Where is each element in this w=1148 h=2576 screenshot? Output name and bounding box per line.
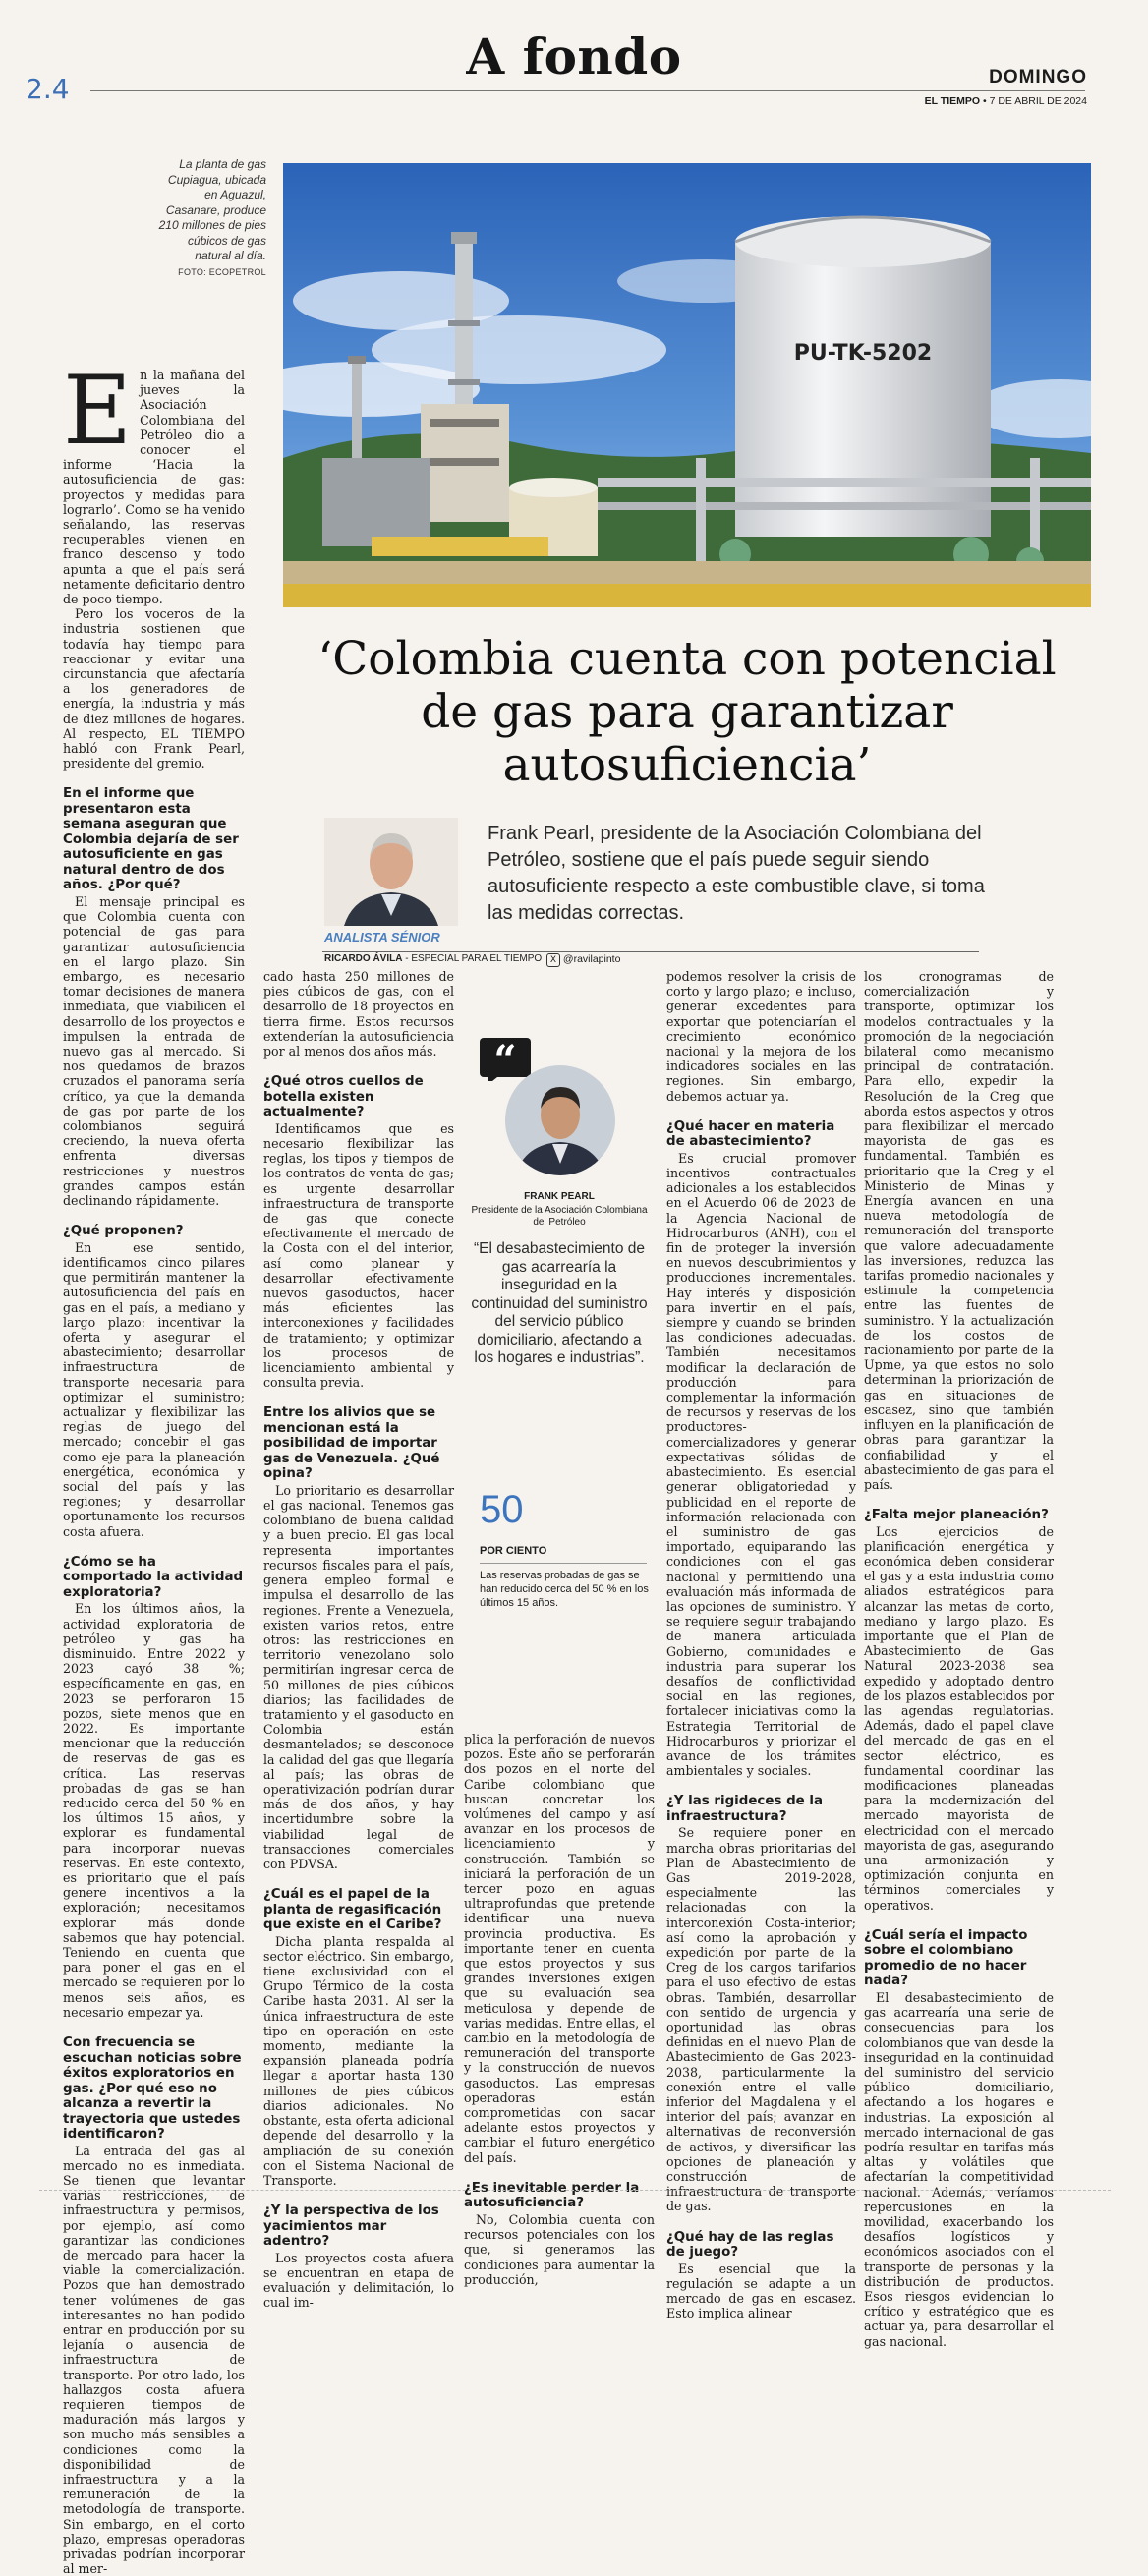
stat-text: Las reservas probadas de gas se han reducido cerca del 50 % en los últimos 15 años. (480, 1569, 657, 1610)
answer-14: El desabastecimiento de gas acarrearía una serie de consecuencias para los colombianos que van desde la inseguridad en la continuidad del suministro del servicio público domiciliario, afectando a los hogares e industrias. La exposición al mercado internacional de gas podría resultar en tarifas más altas y volátiles que afectarían la competitividad nacional. Además, veríamos repercusiones en la movilidad, exacerbando los desafíos logísticos y económicos asociados con el transporte de personas y la distribución de productos. Esos riesgos evidencian lo crítico y estratégico que es actuar ya, para desarrollar el gas nacional. (864, 1990, 1054, 2349)
answer-2: En ese sentido, identificamos cinco pilares que permitirán mantener la autosuficiencia del país en gas en el país, a mediano y largo plazo: incentivar la oferta y asegurar el abastecimiento; desarrollar infraestructura de transporte necesaria para optimizar el suministro; actualizar y flexibilizar las reglas de juego del mercado; concebir el gas como eje para la planeación energética, económica y social del país y las regiones; y desarrollar oportunamente los recursos costa afuera. (63, 1240, 245, 1539)
dateline (925, 95, 1087, 107)
answer-9: No, Colombia cuenta con recursos potenciales con los que, si generamos las condiciones para aumentar la producción, (464, 2212, 655, 2287)
question-6: Entre los alivios que se mencionan está la posibilidad de importar gas de Venezuela. ¿Qué opina? (263, 1405, 454, 1482)
x-icon: X (546, 953, 560, 967)
headline: ‘Colombia cuenta con potencial de gas para garantizar autosuficiencia’ (283, 633, 1091, 792)
footer-rule (39, 2190, 1111, 2191)
question-12: ¿Qué hay de las reglas de juego? (666, 2230, 856, 2261)
svg-text:“: “ (493, 1038, 516, 1081)
photo-credit: FOTO: ECOPETROL (178, 267, 266, 277)
article-column-2 (263, 969, 454, 2310)
question-8: ¿Y la perspectiva de los yacimientos mar adentro? (263, 2204, 454, 2250)
date: • 7 DE ABRIL DE 2024 (980, 95, 1087, 107)
question-10: ¿Qué hacer en materia de abastecimiento? (666, 1119, 856, 1150)
deck: Frank Pearl, presidente de la Asociación Colombiana del Petróleo, sostiene que el país puede seguir siendo autosuficiente respecto a este combustible clave, si toma las medidas correctas. (488, 821, 999, 927)
byline (324, 953, 542, 964)
question-4: Con frecuencia se escuchan noticias sobre éxitos exploratorios en gas. ¿Por qué eso no alcanza a revertir la trayectoria que ustedes identificaron? (63, 2035, 245, 2143)
tank-label: PU-TK-5202 (794, 341, 932, 366)
photo-caption (152, 157, 266, 280)
quote-role: Presidente de la Asociación Colombiana del Petróleo (464, 1205, 655, 1229)
quote-text: “El desabastecimiento de gas acarrearía la inseguridad en la continuidad del suministro del servicio público domiciliario, afectando a los hogares e industrias”. (470, 1240, 649, 1368)
answer-4-continued: cado hasta 250 millones de pies cúbicos de gas, con el desarrollo de 18 proyectos en tierra firme. Estos recursos extenderían la autosuficiencia por al menos dos años más. (263, 969, 454, 1059)
twitter-handle (546, 953, 620, 967)
answer-8-continued: plica la perforación de nuevos pozos. Este año se perforarán dos pozos en el norte del Caribe colombiano que buscan concretar los volúmenes del campo y así avanzar en los procesos de licenciamiento y construcción. También se iniciará la perforación de un tercer pozo en aguas ultraprofundas que pretende identificar una nueva provincia productiva. Es importante tener en cuenta que estos proyectos y sus grandes inversiones exigen que su evaluación sea meticulosa y depende de varias medidas. Entre ellas, el cambio en la metodología de remuneración del transporte y la construcción de nuevos gasoductos. Las empresas operadoras están comprometidas con sacar adelante estos proyectos y cambiar el futuro energético del país. (464, 1732, 655, 2165)
analyst-portrait (324, 818, 458, 926)
quote-portrait (505, 1065, 615, 1175)
photo-caption-text: La planta de gas Cupiagua, ubicada en Aguazul, Casanare, produce 210 millones de pies cúbicos de gas natural al día. (159, 157, 266, 262)
answer-6: Lo prioritario es desarrollar el gas nacional. Tenemos gas colombiano de buena calidad y a buen precio. El gas local representa importantes recursos fiscales para el país, genera empleo formal e impulsa el desarrollo de las regiones. Frente a Venezuela, existen varios retos, entre otros: las restricciones en territorio venezolano solo permitirían ingresar cerca de 50 millones de pies cúbicos diarios; las facilidades de tratamiento y el gasoducto en Colombia están desmantelados; se desconoce la calidad del gas que llegaría al país; las obras de operativización podrían durar más de dos años, y hay incertidumbre sobre la viabilidad legal de transacciones comerciales con PDVSA. (263, 1483, 454, 1871)
answer-12-continued: los cronogramas de comercialización y transporte, optimizar los modelos contractuales y la promoción de la negociación bilateral como mecanismo principal de contratación. Para ello, expedir la Resolución de la Creg que aborda estos aspectos y otros para flexibilizar el mercado mayorista de gas es fundamental. También es prioritario que la Creg y el Ministerio de Minas y Energía avancen en una nueva metodología de remuneración del transporte que valore adecuadamente las inversiones, reduzca las tarifas promedio nacionales y estimule la competencia entre las fuentes de suministro. Y la actualización de los costos de racionamiento por parte de la Upme, ya que estos no solo determinan la priorización de gas en situaciones de escasez, sino que también influyen en la planificación de obras para garantizar la confiabilidad y el abastecimiento de gas para el país. (864, 969, 1054, 1492)
answer-13: Los ejercicios de planificación energética y económica deben considerar el gas y a esta industria como aliados estratégicos para alcanzar las metas de corto, mediano y largo plazo. Es importante que el Plan de Abastecimiento de Gas Natural 2023-2038 sea expedido y adoptado dentro de los plazos establecidos por las agendas regulatorias. Además, dado el papel clave del mercado de gas en el sector eléctrico, es fundamental coordinar las modificaciones planeadas para la modernización del mercado mayorista de electricidad con el mercado mayorista de gas, asegurando una armonización y optimización conjunta en términos comerciales y operativos. (864, 1524, 1054, 1913)
brand-name: EL TIEMPO (925, 95, 980, 107)
answer-3: En los últimos años, la actividad exploratoria de petróleo y gas ha disminuido. Entre 2022 y 2023 cayó 38 %; específicamente en gas, en 2023 se perforaron 15 pozos, siete menos que en 2022. Es importante mencionar que la reducción de reservas de gas es crítica. Las reservas probadas de gas se han reducido cerca del 50 % en los últimos 15 años, y explorar es fundamental para incorporar nuevas reservas. En este contexto, es prioritario que el país genere incentivos a la exploración; necesitamos explorar más donde sabemos que hay potencial. Teniendo en cuenta que para poner el gas en el mercado se requieren por lo menos seis años, es necesario empezar ya. (63, 1601, 245, 2020)
answer-11: Se requiere poner en marcha obras prioritarias del Plan de Abastecimiento de Gas 2019-2028, especialmente las relacionadas con la interconexión Costa-interior; así como la aprobación y expedición por parte de la Creg de los cargos tarifarios para el uso efectivo de estas obras. También, desarrollar con sentido de urgencia y oportunidad las obras definidas en el nuevo Plan de Abastecimiento de Gas 2023-2038, particularmente la conexión entre el valle inferior del Magdalena y el interior del país; avanzar en alternativas de reconversión de activos, y diversificar las opciones de planeación y construcción de infraestructura de transporte de gas. (666, 1825, 856, 2213)
stat-value: 50 (480, 1488, 524, 1532)
intro-paragraph-2: Pero los voceros de la industria sostienen que todavía hay tiempo para reaccionar y evitar una circunstancia que afectaría a los generadores de energía, la industria y más de diez millones de hogares. Al respecto, EL TIEMPO habló con Frank Pearl, presidente del gremio. (63, 606, 245, 771)
byline-rule (322, 951, 979, 952)
question-11: ¿Y las rigideces de la infraestructura? (666, 1794, 856, 1824)
day-label: DOMINGO (989, 67, 1087, 88)
twitter-handle-text: @ravilapinto (563, 953, 621, 965)
quote-mark-icon (480, 1038, 531, 1081)
gas-plant-photo (283, 163, 1091, 607)
byline-role: - ESPECIAL PARA EL TIEMPO (402, 953, 542, 964)
article-column-5 (864, 969, 1054, 2349)
question-3: ¿Cómo se ha comportado la actividad exploratoria? (63, 1555, 245, 1601)
header-rule (90, 90, 1085, 91)
answer-4: La entrada del gas al mercado no es inmediata. Se tienen que levantar varias restricciones, de infraestructura y permisos, por ejemplo, así como garantizar las condiciones de mercado para hacer la viable la comercialización. Pozos que han demostrado tener volúmenes de gas interesantes no han podido entrar en producción por su lejanía o ausencia de infraestructura de transporte. Por otro lado, los hallazgos costa afuera requieren tiempos de maduración más largos y son mucho más sensibles a condiciones como la disponibilidad de infraestructura y a la remuneración de la metodología de transporte. Sin embargo, en el corto plazo, empresas operadoras privadas podrían incorporar al mer- (63, 2144, 245, 2576)
section-title: A fondo (0, 28, 1148, 86)
article-column-3 (464, 1732, 655, 2287)
answer-8: Los proyectos costa afuera se encuentran en etapa de evaluación y delimitación, lo cual im- (263, 2251, 454, 2311)
stat-rule (480, 1563, 647, 1564)
answer-5: Identificamos que es necesario flexibilizar las reglas, los tipos y tiempos de los contratos de venta de gas; es urgente desarrollar infraestructura de transporte de gas que conecte efectivamente el mercado de la Costa con el del interior, así como planear y desarrollar efectivamente nuevos gasoductos, hacer más eficientes las interconexiones y facilidades de tratamiento; y optimizar los procesos de licenciamiento ambiental y consulta previa. (263, 1121, 454, 1391)
byline-author: RICARDO ÁVILA (324, 953, 402, 964)
article-column-1 (63, 368, 245, 2576)
page-number: 2.4 (26, 73, 70, 105)
answer-9-continued: podemos resolver la crisis de corto y largo plazo; e incluso, generar excedentes para exportar que potenciarían el crecimiento económico nacional y la mejora de los indicadores sociales en las regiones. Sin embargo, debemos actuar ya. (666, 969, 856, 1104)
question-13: ¿Falta mejor planeación? (864, 1508, 1054, 1523)
question-14: ¿Cuál sería el impacto sobre el colombiano promedio de no hacer nada? (864, 1928, 1054, 1989)
intro-paragraph-1: n la mañana del jueves la Asociación Colombiana del Petróleo dio a conocer el informe ‘Hacia la autosuficiencia de gas: proyectos y medidas para lograrlo’. Como se ha venido señalando, las reservas recuperables vienen en franco descenso y todo apunta a que el país será netamente deficitario dentro de poco tiempo. (63, 368, 245, 606)
analyst-label: ANALISTA SÉNIOR (324, 930, 440, 945)
question-1: En el informe que presentaron esta semana aseguran que Colombia dejaría de ser autosuficiente en gas natural dentro de dos años. ¿Por qué? (63, 786, 245, 893)
question-5: ¿Qué otros cuellos de botella existen actualmente? (263, 1074, 454, 1120)
answer-10: Es crucial promover incentivos contractuales adicionales a los establecidos en el Acuerdo 06 de 2023 de la Agencia Nacional de Hidrocarburos (ANH), con el fin de proteger la inversión en nuevos descubrimientos y producciones incrementales. Hay interés y disposición para invertir en el país, siempre y cuando se brinden las condiciones adecuadas. También necesitamos modificar la declaración de producción para complementar la información de recursos y reservas de los productores-comercializadores y generar expectativas sólidas de abastecimiento. Es esencial generar obligatoriedad y publicidad en el reporte de información relacionada con el suministro de gas importado, equiparando las condiciones con el gas nacional y permitiendo una evaluación más informada de las opciones de suministro. Y se requiere seguir trabajando de manera articulada Gobierno, comunidades e industria para superar los desafíos de conflictividad social en las regiones, fortalecer iniciativas como la Estrategia Territorial de Hidrocarburos y priorizar el avance de los trámites ambientales y sociales. (666, 1151, 856, 1779)
drop-cap: E (63, 372, 132, 450)
question-9: ¿Es inevitable perder la autosuficiencia? (464, 2181, 655, 2211)
question-7: ¿Cuál es el papel de la planta de regasificación que existe en el Caribe? (263, 1887, 454, 1933)
quote-name: FRANK PEARL (464, 1191, 655, 1202)
answer-1: El mensaje principal es que Colombia cuenta con potencial de gas para garantizar autosuficiencia en el largo plazo. Sin embargo, es necesario tomar decisiones de manera inmediata, que viabilicen el desarrollo de los proyectos e impulsen la entrada de nuevo gas al mercado. Si nos quedamos de brazos cruzados el panorama sería crítico, ya que la demanda de gas por parte de los colombianos seguirá creciendo, la nueva oferta enfrenta diversas restricciones y nuestros grandes campos están declinando rápidamente. (63, 894, 245, 1208)
answer-7: Dicha planta respalda al sector eléctrico. Sin embargo, tiene exclusividad con el Grupo Térmico de la costa Caribe hasta 2031. Al ser la única infraestructura de este tipo en operación en este momento, mediante la expansión planeada podría llegar a aportar hasta 130 millones de pies cúbicos diarios adicionales. No obstante, esta oferta adicional depende del desarrollo y la ampliación de su conexión con el Sistema Nacional de Transporte. (263, 1934, 454, 2188)
article-column-4 (666, 969, 856, 2320)
stat-label: POR CIENTO (480, 1545, 546, 1557)
answer-12: Es esencial que la regulación se adapte a un mercado de gas en escasez. Esto implica alinear (666, 2261, 856, 2321)
question-2: ¿Qué proponen? (63, 1224, 245, 1239)
